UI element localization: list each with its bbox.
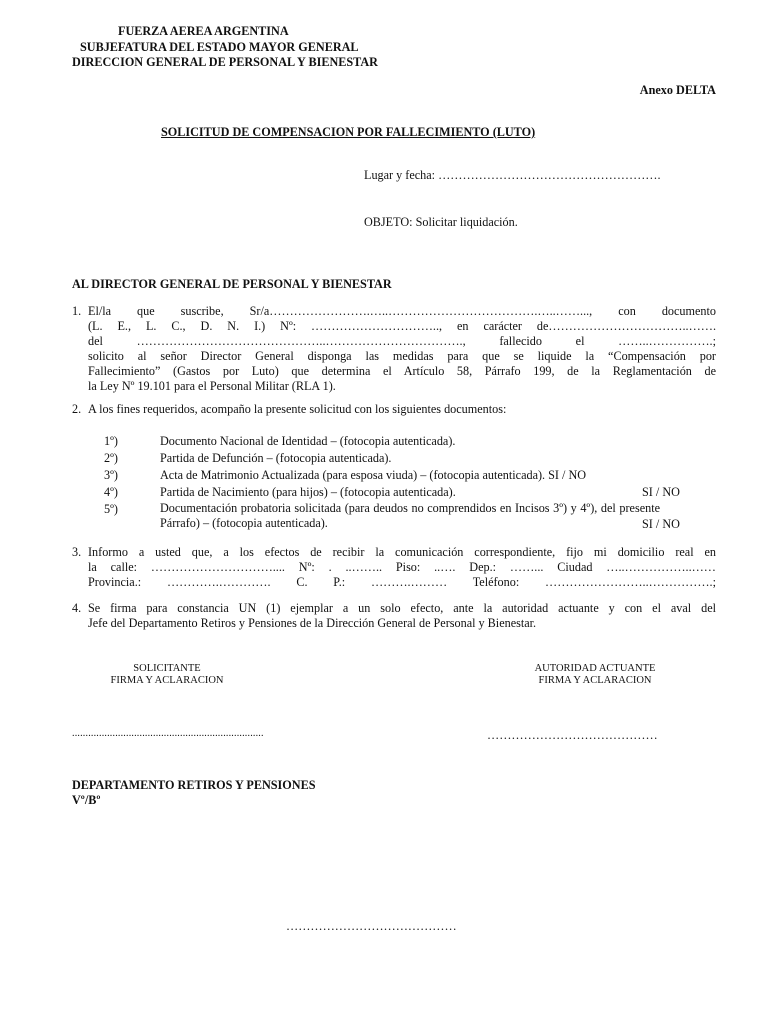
paragraph-2	[72, 402, 716, 417]
header-line-2: SUBJEFATURA DEL ESTADO MAYOR GENERAL	[80, 40, 359, 54]
signature-subtitle: FIRMA Y ACLARACION	[538, 675, 652, 686]
list-item-text: Acta de Matrimonio Actualizada (para esposa viuda) – (fotocopia autenticada). SI / NO	[160, 468, 587, 482]
list-item	[104, 501, 716, 533]
paragraph-line: El/la que suscribe, Sr/a…………………….…..……………………………….…..……..., con documento	[88, 304, 716, 318]
paragraph-line: del ………………………………………..……………………………., fallecido el ……..…………….;	[88, 334, 716, 348]
paragraph-line: Informo a usted que, a los efectos de recibir la comunicación correspondiente, fijo mi domicilio real en	[88, 545, 716, 559]
paragraph-number: 4.	[72, 601, 82, 615]
list-item-index: 3º)	[104, 468, 118, 482]
addressee: AL DIRECTOR GENERAL DE PERSONAL Y BIENESTAR	[72, 277, 392, 291]
document-title: SOLICITUD DE COMPENSACION POR FALLECIMIENTO (LUTO)	[161, 125, 536, 139]
list-item-index: 2º)	[104, 451, 118, 465]
signature-title: AUTORIDAD ACTUANTE	[534, 663, 656, 674]
list-item	[104, 484, 716, 501]
paragraph-4	[72, 601, 716, 631]
applicant-signature-block	[72, 663, 262, 687]
list-item-index: 4º)	[104, 485, 118, 499]
paragraph-line: A los fines requeridos, acompaño la presente solicitud con los siguientes documentos:	[88, 402, 507, 416]
paragraph-line: Fallecimiento” (Gastos por Luto) que determina el Artículo 58, Párrafo 199, de la Reglamentación de	[88, 364, 716, 378]
list-item-index: 5º)	[104, 502, 118, 516]
list-item	[104, 433, 716, 450]
list-item-text: Partida de Defunción – (fotocopia autenticada).	[160, 451, 392, 465]
authority-signature-block	[500, 663, 690, 687]
paragraph-line: Se firma para constancia UN (1) ejemplar a un solo efecto, ante la autoridad actuante y con el aval del	[88, 601, 716, 615]
list-item	[104, 450, 716, 467]
paragraph-line: Jefe del Departamento Retiros y Pensiones de la Dirección General de Personal y Bienestar.	[88, 616, 537, 630]
list-item-index: 1º)	[104, 434, 118, 448]
paragraph-line: solicito al señor Director General disponga las medidas para que se liquide la “Compensación por	[88, 349, 716, 363]
list-item-text: Documentación probatoria solicitada (para deudos no comprendidos en Incisos 3º) y 4º), del presente Párrafo) – (fotocopia autenticada).	[160, 501, 660, 530]
paragraph-line: (L. E., L. C., D. N. I.) Nº: ………………………….., en carácter de……………………………..…….	[88, 319, 716, 333]
list-item	[104, 467, 716, 484]
yes-no-option: SI / NO	[642, 517, 680, 531]
applicant-signature-line: .......................................................................	[72, 728, 264, 739]
yes-no-option: SI / NO	[642, 485, 680, 499]
approval-label: Vº/Bº	[72, 793, 101, 807]
header-line-1: FUERZA AEREA ARGENTINA	[118, 24, 289, 38]
paragraph-number: 2.	[72, 402, 82, 416]
paragraph-3	[72, 545, 716, 590]
paragraph-line: la calle: ………………………….... Nº: . ..…….. Piso: ..…. Dep.: ……... Ciudad …..……………..……	[88, 560, 716, 574]
paragraph-number: 1.	[72, 304, 82, 318]
annex-label: Anexo DELTA	[639, 83, 716, 97]
signature-subtitle: FIRMA Y ACLARACION	[110, 675, 224, 686]
place-date-field: Lugar y fecha: ……………………………………………….	[364, 168, 661, 182]
list-item-text: Documento Nacional de Identidad – (fotocopia autenticada).	[160, 434, 456, 448]
paragraph-line: Provincia.: ………….…………. C. P.: ……….……… Teléfono: ……………………..…………….;	[88, 575, 716, 589]
authority-signature-line: ……………………………………	[487, 728, 658, 742]
object-line: OBJETO: Solicitar liquidación.	[364, 215, 518, 229]
paragraph-1	[72, 304, 716, 394]
documents-list	[104, 433, 716, 533]
paragraph-line: la Ley Nº 19.101 para el Personal Militar (RLA 1).	[88, 379, 336, 393]
header-line-3: DIRECCION GENERAL DE PERSONAL Y BIENESTAR	[72, 55, 378, 69]
list-item-text: Partida de Nacimiento (para hijos) – (fotocopia autenticada).	[160, 485, 456, 499]
paragraph-number: 3.	[72, 545, 82, 559]
department-signature-line: ……………………………………	[286, 919, 457, 933]
department-title: DEPARTAMENTO RETIROS Y PENSIONES	[72, 778, 316, 792]
signature-title: SOLICITANTE	[133, 663, 201, 674]
